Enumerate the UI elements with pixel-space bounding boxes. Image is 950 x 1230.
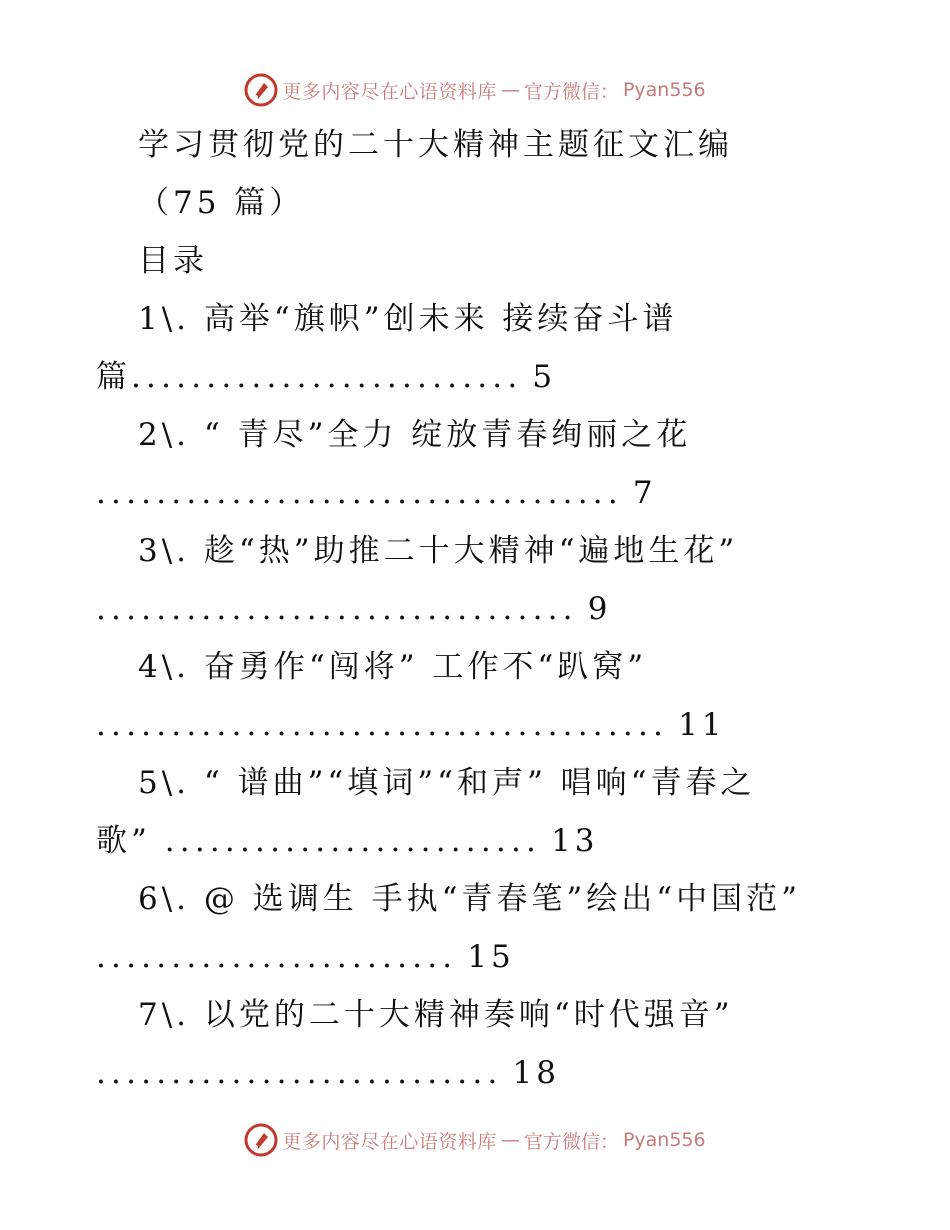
- toc-leader-dots: ................................: [96, 591, 578, 627]
- toc-page-number: 11: [678, 707, 726, 743]
- toc-entry-title-cont: 歌”: [96, 823, 151, 859]
- toc-entry-6[interactable]: [96, 870, 876, 986]
- toc-leader-dots: ..........................: [131, 359, 523, 395]
- watermark-wechat-id: Pyan556: [622, 1129, 706, 1151]
- watermark-wechat-label: 官方微信：: [523, 80, 619, 103]
- watermark-wechat-label: 官方微信：: [523, 1130, 619, 1153]
- toc-heading: 目录: [138, 243, 208, 279]
- toc-leader-dots: ...........................: [96, 1055, 503, 1091]
- toc-entry-5[interactable]: [96, 754, 876, 870]
- pen-nib-seal-icon: [244, 73, 278, 107]
- pen-nib-seal-icon: [244, 1123, 278, 1157]
- toc-entry-leader-line: [96, 580, 876, 638]
- toc-entry-title-cont: 篇: [96, 359, 131, 395]
- watermark-banner-top: [0, 70, 950, 110]
- toc-leader-dots: ........................: [96, 939, 458, 975]
- toc-entry-3[interactable]: [96, 522, 876, 638]
- toc-entry-1[interactable]: [96, 290, 876, 406]
- toc-entry-title: 2\. “ 青尽”全力 绽放青春绚丽之花: [138, 417, 692, 453]
- toc-leader-dots: ......................................: [96, 707, 669, 743]
- document-body: [96, 116, 876, 1102]
- toc-page-number: 15: [467, 939, 515, 975]
- toc-entry-title: 5\. “ 谱曲”“填词”“和声” 唱响“青春之: [138, 765, 756, 801]
- toc-page-number: 18: [512, 1055, 560, 1091]
- document-title: 学习贯彻党的二十大精神主题征文汇编: [138, 127, 733, 163]
- watermark-text: 更多内容尽在心语资料库: [282, 1130, 497, 1153]
- toc-entry-4[interactable]: [96, 638, 876, 754]
- toc-entry-title: 7\. 以党的二十大精神奏响“时代强音”: [138, 997, 734, 1033]
- toc-entry-title: 4\. 奋勇作“闯将” 工作不“趴窝”: [138, 649, 648, 685]
- toc-entry-title: 3\. 趁“热”助推二十大精神“遍地生花”: [138, 533, 739, 569]
- toc-page-number: 5: [532, 359, 557, 395]
- toc-leader-dots: .........................: [164, 823, 542, 859]
- toc-entry-2[interactable]: [96, 406, 876, 522]
- watermark-separator: —: [500, 79, 520, 101]
- watermark-separator: —: [500, 1129, 520, 1151]
- toc-entry-leader-line: [96, 464, 876, 522]
- toc-entry-title: 1\. 高举“旗帜”创未来 接续奋斗谱: [138, 301, 678, 337]
- toc-entry-leader-line: [96, 696, 876, 754]
- toc-entry-leader-line: [96, 1044, 876, 1102]
- toc-page-number: 9: [587, 591, 612, 627]
- toc-page-number: 13: [551, 823, 599, 859]
- watermark-wechat-id: Pyan556: [622, 79, 706, 101]
- toc-leader-dots: ...................................: [96, 475, 623, 511]
- toc-entry-leader-line: [96, 928, 876, 986]
- toc-entry-leader-line: [96, 348, 876, 406]
- toc-entry-7[interactable]: [96, 986, 876, 1102]
- toc-entry-title: 6\. @ 选调生 手执“青春笔”绘出“中国范”: [138, 881, 801, 917]
- toc-entry-leader-line: [96, 812, 876, 870]
- document-subtitle: （75 篇）: [138, 185, 305, 221]
- watermark-banner-bottom: [0, 1120, 950, 1160]
- toc-page-number: 7: [632, 475, 657, 511]
- toc-list: [96, 290, 876, 1102]
- watermark-text: 更多内容尽在心语资料库: [282, 80, 497, 103]
